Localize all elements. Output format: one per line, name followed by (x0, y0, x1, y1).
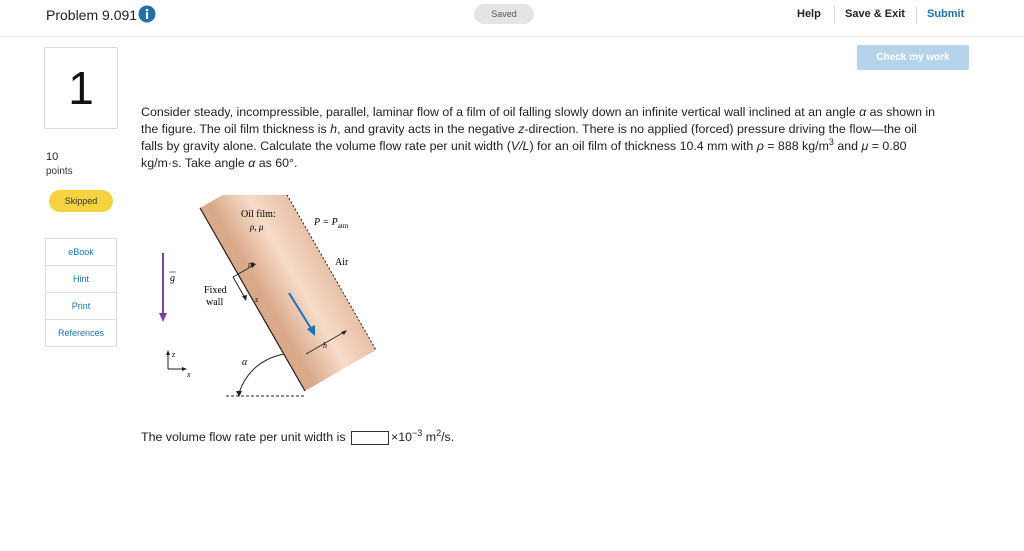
s-label: s (255, 295, 259, 304)
references-link[interactable]: References (57, 328, 105, 338)
status-badge: Skipped (49, 190, 113, 212)
n-label: n (248, 260, 252, 269)
points-value: 10 (46, 151, 59, 163)
saved-status: Saved (474, 4, 534, 24)
submit-link[interactable]: Submit (927, 8, 965, 20)
rho-mu-label: ρ, μ (250, 222, 264, 232)
fixed-label: Fixed (204, 285, 227, 296)
z-label: z (172, 350, 176, 359)
check-my-work-button[interactable]: Check my work (857, 45, 969, 70)
wall-label: wall (206, 297, 224, 308)
air-label: Air (335, 257, 349, 268)
x-label: x (187, 370, 191, 379)
z-arrowhead (166, 350, 170, 355)
print-link[interactable]: Print (46, 293, 116, 320)
gravity-arrowhead (159, 313, 167, 322)
question-text: Consider steady, incompressible, parallel, laminar flow of a film of oil falling slowly down an infinite vertical wall inclined at an angle α as shown in the figure. The oil film thickness is h, and gravity acts in the negative z-direction. There is no applied (forced) pressure driving the flow—the oil falls by gravity alone. Calculate the volume flow rate per unit width (V/L) for an oil film of thickness 10.4 mm with ρ = 888 $kg/m^3$ and μ = 0.80 kg/m·s. Take angle α as 60°. (141, 105, 936, 170)
alpha-label: α (242, 357, 248, 368)
answer-prompt: The volume flow rate per unit width is (141, 430, 346, 444)
divider (916, 6, 917, 24)
oil-film-figure (148, 195, 393, 410)
divider (834, 6, 835, 24)
ebook-link[interactable]: eBook (46, 239, 116, 266)
oil-film-label: Oil film: (241, 209, 276, 220)
answer-input[interactable] (351, 431, 389, 445)
g-label: g (170, 273, 175, 284)
s-arrowhead (242, 295, 247, 301)
info-icon[interactable] (138, 5, 156, 23)
problem-title: Problem 9.091 (46, 7, 138, 23)
points-label: points (46, 166, 73, 177)
side-nav (45, 238, 117, 347)
h-label: h (323, 341, 327, 350)
save-exit-link[interactable]: Save & Exit (845, 8, 905, 20)
question-number: 1 (44, 47, 118, 129)
hint-link[interactable]: Hint (46, 266, 116, 293)
answer-line: The volume flow rate per unit width is $\times 10^{-3}$ $m^2/s$. (141, 427, 455, 444)
pressure-label: $P = P_{atm}$ (314, 217, 349, 230)
top-bar (0, 0, 1024, 37)
help-link[interactable]: Help (797, 8, 821, 20)
